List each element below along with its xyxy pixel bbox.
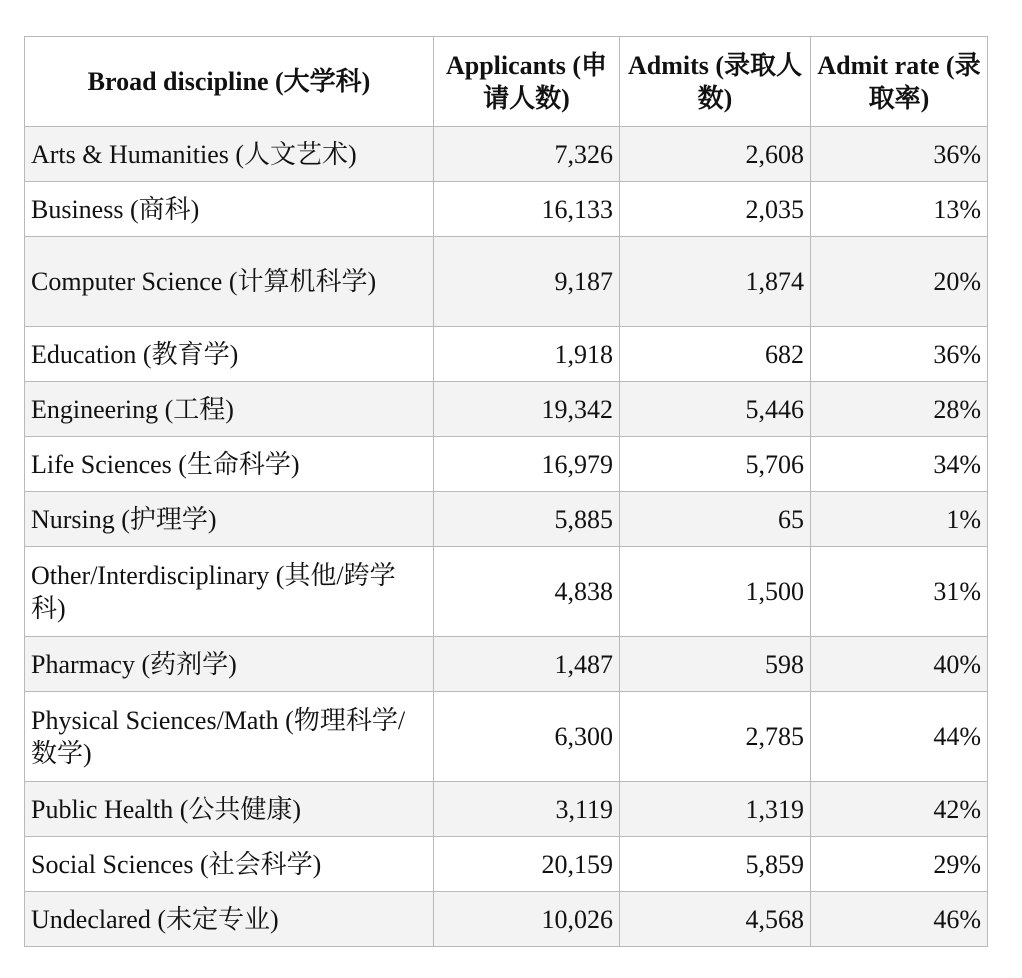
cell-applicants: 4,838: [434, 547, 620, 637]
table-row: [25, 182, 988, 237]
table-row: [25, 637, 988, 692]
cell-applicants: 10,026: [434, 892, 620, 947]
cell-applicants: 5,885: [434, 492, 620, 547]
cell-applicants: 1,487: [434, 637, 620, 692]
cell-admit-rate: 42%: [811, 782, 988, 837]
admissions-by-discipline-table: [24, 36, 988, 947]
table-row: [25, 837, 988, 892]
cell-admits: 5,706: [620, 437, 811, 492]
table-row: [25, 437, 988, 492]
cell-applicants: 20,159: [434, 837, 620, 892]
cell-admits: 682: [620, 327, 811, 382]
cell-admits: 5,859: [620, 837, 811, 892]
cell-admits: 65: [620, 492, 811, 547]
cell-admits: 2,035: [620, 182, 811, 237]
table-header-row: [25, 37, 988, 127]
cell-applicants: 9,187: [434, 237, 620, 327]
cell-applicants: 19,342: [434, 382, 620, 437]
header-admits: Admits (录取人数): [620, 37, 811, 127]
cell-applicants: 6,300: [434, 692, 620, 782]
cell-admit-rate: 46%: [811, 892, 988, 947]
cell-discipline: Undeclared (未定专业): [25, 892, 434, 947]
cell-discipline: Business (商科): [25, 182, 434, 237]
cell-discipline: Nursing (护理学): [25, 492, 434, 547]
cell-admit-rate: 28%: [811, 382, 988, 437]
cell-admit-rate: 40%: [811, 637, 988, 692]
cell-admit-rate: 31%: [811, 547, 988, 637]
cell-discipline: Arts & Humanities (人文艺术): [25, 127, 434, 182]
cell-applicants: 16,979: [434, 437, 620, 492]
table-row: [25, 782, 988, 837]
cell-discipline: Engineering (工程): [25, 382, 434, 437]
cell-discipline: Computer Science (计算机科学): [25, 237, 434, 327]
table-row: [25, 547, 988, 637]
admissions-table-container: [24, 36, 988, 947]
cell-admits: 4,568: [620, 892, 811, 947]
table-row: [25, 382, 988, 437]
header-discipline: Broad discipline (大学科): [25, 37, 434, 127]
cell-discipline: Education (教育学): [25, 327, 434, 382]
cell-admits: 1,874: [620, 237, 811, 327]
cell-admit-rate: 1%: [811, 492, 988, 547]
cell-admits: 5,446: [620, 382, 811, 437]
cell-admits: 1,500: [620, 547, 811, 637]
cell-admits: 598: [620, 637, 811, 692]
cell-admits: 1,319: [620, 782, 811, 837]
table-row: [25, 327, 988, 382]
cell-discipline: Pharmacy (药剂学): [25, 637, 434, 692]
cell-admit-rate: 13%: [811, 182, 988, 237]
cell-admit-rate: 20%: [811, 237, 988, 327]
table-row: [25, 892, 988, 947]
cell-discipline: Public Health (公共健康): [25, 782, 434, 837]
cell-discipline: Life Sciences (生命科学): [25, 437, 434, 492]
cell-applicants: 7,326: [434, 127, 620, 182]
cell-discipline: Physical Sciences/Math (物理科学/数学): [25, 692, 434, 782]
cell-admit-rate: 34%: [811, 437, 988, 492]
header-applicants: Applicants (申请人数): [434, 37, 620, 127]
cell-admit-rate: 29%: [811, 837, 988, 892]
cell-admits: 2,785: [620, 692, 811, 782]
cell-applicants: 1,918: [434, 327, 620, 382]
table-row: [25, 492, 988, 547]
header-admit-rate: Admit rate (录取率): [811, 37, 988, 127]
table-row: [25, 127, 988, 182]
cell-admit-rate: 44%: [811, 692, 988, 782]
cell-applicants: 16,133: [434, 182, 620, 237]
cell-applicants: 3,119: [434, 782, 620, 837]
cell-discipline: Other/Interdisciplinary (其他/跨学科): [25, 547, 434, 637]
cell-admits: 2,608: [620, 127, 811, 182]
cell-discipline: Social Sciences (社会科学): [25, 837, 434, 892]
table-row: [25, 692, 988, 782]
cell-admit-rate: 36%: [811, 327, 988, 382]
cell-admit-rate: 36%: [811, 127, 988, 182]
table-row: [25, 237, 988, 327]
